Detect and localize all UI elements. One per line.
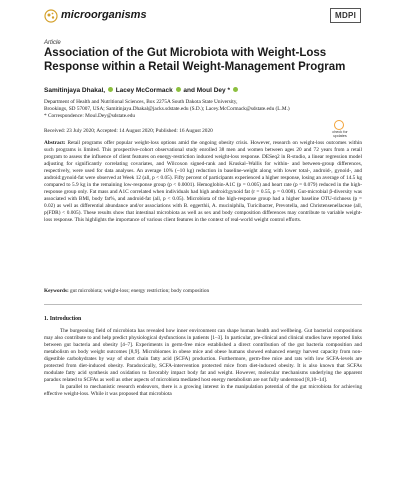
correspondence-line: * Correspondence: Moul.Dey@sdstate.edu <box>44 113 136 119</box>
affiliation-block <box>44 99 364 120</box>
journal-name: microorganisms <box>61 9 147 21</box>
divider <box>44 304 362 305</box>
journal-logo-icon <box>44 9 58 23</box>
section-heading: 1. Introduction <box>44 316 82 322</box>
updates-label: updates <box>333 134 347 138</box>
orcid-icon[interactable] <box>176 87 181 92</box>
article-type: Article <box>44 40 61 46</box>
keywords <box>44 288 362 294</box>
abstract-text: Retail programs offer popular weight-loss options amid the ongoing obesity crisis. However, research on weight-loss outcomes within such programs is limited. This prospective-cohort observational study enrolled 38 men and women between ages 20 and 72 years from a retail program to assess the influence of client features on energy-restriction induced weight-loss response. DESeq2 in R-studio, a linear regression model adjusting for significantly correlating covariates, and Wilcoxon signed-rank and Kruskal–Wallis for within- and between-group differences, respectively, were used for data analyses. An average 10% (~10 kg) reduction in baseline-weight along with lower total-, android-, gynoid-, and android:gynoid-fat were observed at Week 12 (all, p < 0.05). Fifty percent of participants experienced a higher response, losing an average of 14.5 kg compared to 5.9 kg in the remaining low-response group (p < 0.0001). Hemoglobin-A1C (p = 0.005) and heart rate (p = 0.079) reduced in the high-response group only. Fat mass and A1C correlated when individuals had high android:gynoid fat (r = 0.55, p = 0.008). Gut-microbial β-diversity was associated with BMI, body fat%, and android-fat (all, p < 0.05). Microbiota of the high-response group had a higher baseline OTU-richness (p = 0.02) as well as differential abundance and/or associations with B. eggerthii, A. muciniphila, Turicibacter, Prevotella, and Christensenellaceae (all, p(FDR) < 0.005). These results show that intestinal microbiota as well as sex and body composition differences may contribute to variable weight-loss response. This highlights the importance of various client features in the context of real-world weight control efforts. <box>44 140 363 223</box>
orcid-icon[interactable] <box>108 87 113 92</box>
abstract-label: Abstract: <box>44 140 66 146</box>
affiliation-line: Department of Health and Nutritional Sciences, Box 2275A South Dakota State University, <box>44 99 238 105</box>
abstract <box>44 140 362 224</box>
publisher-logo: MDPI <box>330 8 361 23</box>
author-3[interactable]: and Moul Dey * <box>183 87 230 94</box>
check-for-updates-badge[interactable] <box>320 120 360 136</box>
keywords-label: Keywords: <box>44 288 69 294</box>
updates-icon <box>334 120 344 130</box>
affiliation-line: Brookings, SD 57007, USA; Samitinjaya.Dhakal@jacks.sdstate.edu (S.D.); Lacey.McCormack@sdstate.edu (L.M.) <box>44 106 290 112</box>
author-list <box>44 87 364 94</box>
section-body <box>44 328 362 398</box>
body-paragraph: In parallel to mechanistic research endeavors, there is a growing interest in the manipulation potential of the gut microbiota for achieving effective weight-loss. While it was proposed that microbiota <box>44 384 362 397</box>
orcid-icon[interactable] <box>233 87 238 92</box>
article-title: Association of the Gut Microbiota with Weight-Loss Response within a Retail Weight-Management Program <box>44 47 346 73</box>
author-1[interactable]: Samitinjaya Dhakal, <box>44 87 106 94</box>
body-paragraph: The burgeoning field of microbiota has revealed how inner environment can shape human health and wellbeing. Gut bacterial compositions may also contribute to and help predict physiological dysfunctions in patients [1–3]. In particular, pre-clinical and clinical studies have reported links between gut bacteria and obesity [4–7]. Experiments in germ-free mice established a direct contribution of the gut bacteria composition and metabolism on body weight outcomes [8,9]. Microbiomes in obese mice and obese humans showed enhanced energy harvest capacity from non-digestible carbohydrates by way of short chain fatty acid (SCFA) production. Furthermore, germ-free mice and rats with low SCFA-levels are protected from diet-induced obesity. Paradoxically, SCFA-intervention protected mice from diet-induced obesity. It is also known that SCFAs modulate fatty acid synthesis and oxidation to favorably impact body fat and weight. However, molecular mechanisms underlying the apparent paradox related to SCFAs as well as other aspects of microbiota mediated host energy metabolism are not fully understood [8,10–14]. <box>44 328 362 383</box>
publication-dates: Received: 23 July 2020; Accepted: 14 August 2020; Published: 16 August 2020 <box>44 128 213 134</box>
keywords-text: gut microbiota; weight-loss; energy restriction; body composition <box>70 288 210 294</box>
author-2[interactable]: Lacey McCormack <box>115 87 173 94</box>
updates-label: check for <box>332 130 348 134</box>
